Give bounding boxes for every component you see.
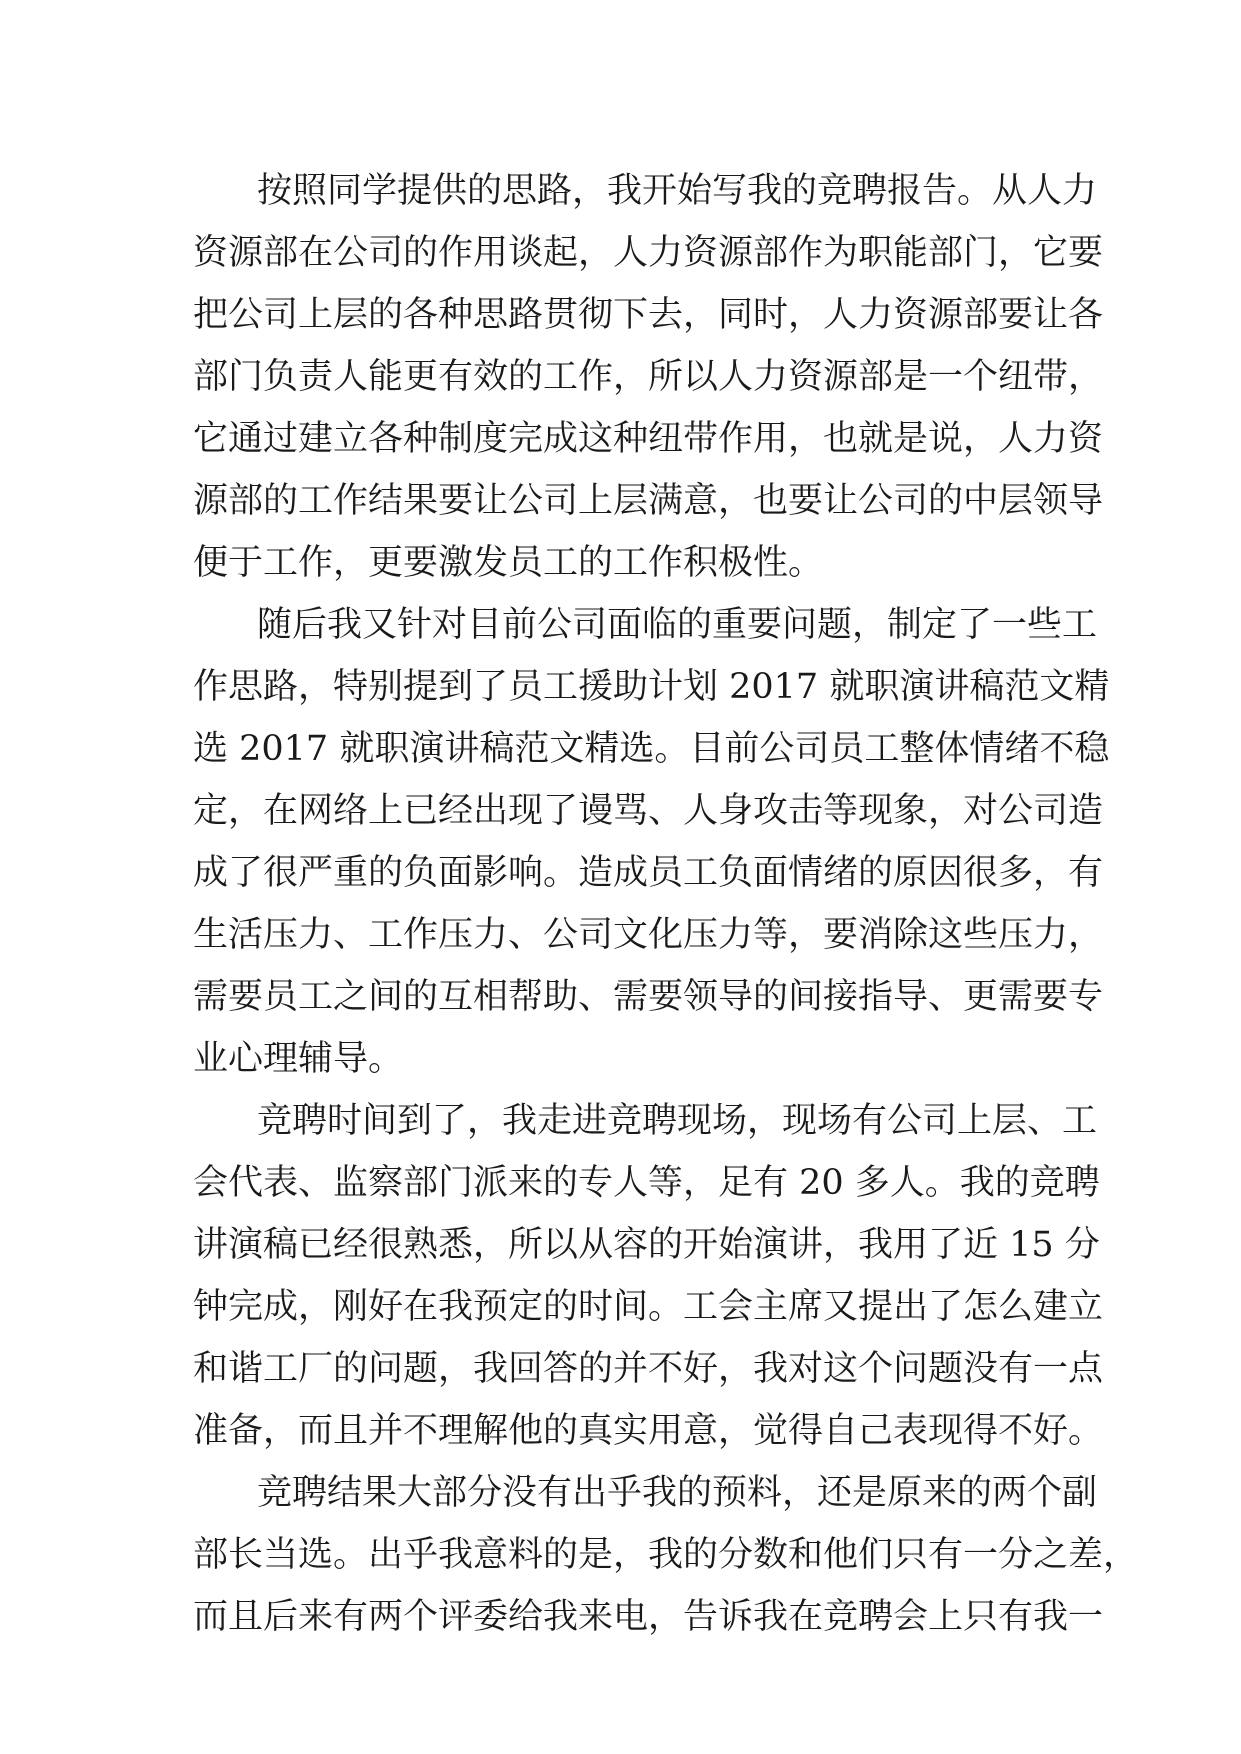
text-line: 把公司上层的各种思路贯彻下去，同时，人力资源部要让各 xyxy=(193,295,1104,335)
text-line: 按照同学提供的思路，我开始写我的竞聘报告。从人力 xyxy=(257,171,1098,211)
text-line: 会代表、监察部门派来的专人等，足有 20 多人。我的竞聘 xyxy=(193,1163,1100,1203)
text-line: 选 2017 就职演讲稿范文精选。目前公司员工整体情绪不稳 xyxy=(193,729,1110,769)
text-line: 源部的工作结果要让公司上层满意，也要让公司的中层领导 xyxy=(193,481,1104,521)
text-line: 部长当选。出乎我意料的是，我的分数和他们只有一分之差， xyxy=(193,1535,1139,1575)
text-line: 和谐工厂的问题，我回答的并不好，我对这个问题没有一点 xyxy=(193,1349,1104,1389)
text-line: 而且后来有两个评委给我来电，告诉我在竞聘会上只有我一 xyxy=(193,1597,1104,1637)
text-line: 部门负责人能更有效的工作，所以人力资源部是一个纽带， xyxy=(193,357,1104,397)
text-line: 定，在网络上已经出现了谩骂、人身攻击等现象，对公司造 xyxy=(193,791,1104,831)
paragraph-2 xyxy=(193,594,1110,1090)
text-line: 钟完成，刚好在我预定的时间。工会主席又提出了怎么建立 xyxy=(193,1287,1104,1327)
text-line: 竞聘时间到了，我走进竞聘现场，现场有公司上层、工 xyxy=(257,1101,1098,1141)
text-line: 随后我又针对目前公司面临的重要问题，制定了一些工 xyxy=(257,605,1098,645)
text-line: 资源部在公司的作用谈起，人力资源部作为职能部门，它要 xyxy=(193,233,1104,273)
text-line: 成了很严重的负面影响。造成员工负面情绪的原因很多，有 xyxy=(193,853,1104,893)
paragraph-4 xyxy=(193,1462,1139,1648)
text-line: 准备，而且并不理解他的真实用意，觉得自己表现得不好。 xyxy=(193,1411,1104,1451)
text-line: 需要员工之间的互相帮助、需要领导的间接指导、更需要专 xyxy=(193,977,1104,1017)
text-line: 业心理辅导。 xyxy=(193,1039,404,1079)
text-line: 便于工作，更要激发员工的工作积极性。 xyxy=(193,543,824,583)
paragraph-1 xyxy=(193,160,1104,594)
text-line: 讲演稿已经很熟悉，所以从容的开始演讲，我用了近 15 分 xyxy=(193,1225,1100,1265)
paragraph-3 xyxy=(193,1090,1104,1462)
text-line: 竞聘结果大部分没有出乎我的预料，还是原来的两个副 xyxy=(257,1473,1098,1513)
document-body xyxy=(193,160,1139,1648)
text-line: 生活压力、工作压力、公司文化压力等，要消除这些压力， xyxy=(193,915,1104,955)
text-line: 作思路，特别提到了员工援助计划 2017 就职演讲稿范文精 xyxy=(193,667,1110,707)
text-line: 它通过建立各种制度完成这种纽带作用，也就是说，人力资 xyxy=(193,419,1104,459)
